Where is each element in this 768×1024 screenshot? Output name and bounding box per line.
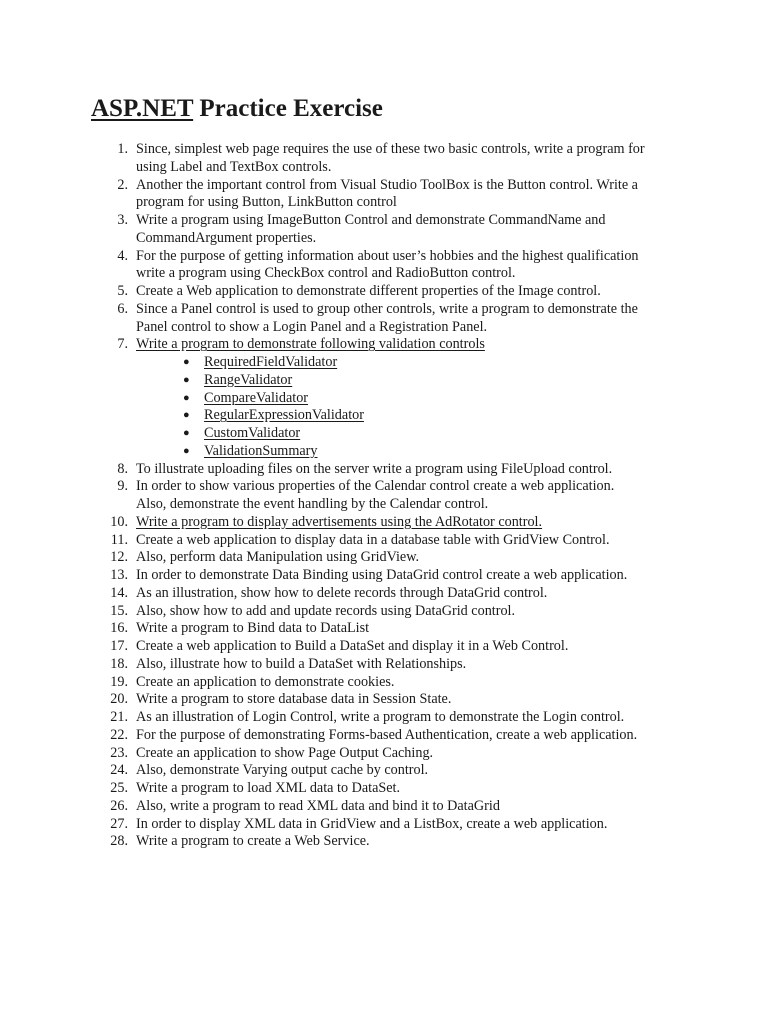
title-rest: Practice Exercise xyxy=(193,95,383,122)
exercise-item xyxy=(0,603,681,621)
exercise-text-line: For the purpose of getting information about user’s hobbies and the highest qualification xyxy=(136,247,639,264)
exercise-number: 7. xyxy=(117,336,128,353)
exercise-number: 2. xyxy=(117,176,128,193)
exercise-text-line: Also, write a program to read XML data and bind it to DataGrid xyxy=(136,797,500,814)
exercise-item xyxy=(0,585,681,603)
exercise-item xyxy=(0,833,681,851)
exercise-text-line: Since, simplest web page requires the use of these two basic controls, write a program for xyxy=(136,141,645,157)
exercise-list xyxy=(0,141,768,851)
exercise-item xyxy=(0,656,681,674)
exercise-item xyxy=(0,709,681,727)
exercise-item xyxy=(0,762,681,780)
exercise-text-line: Create a web application to display data in a database table with GridView Control. xyxy=(136,531,610,548)
exercise-number: 18. xyxy=(110,655,128,672)
exercise-text-line: Write a program using ImageButton Control and demonstrate CommandName and xyxy=(136,212,606,228)
validator-item xyxy=(0,425,681,443)
exercise-text-line: Also, illustrate how to build a DataSet with Relationships. xyxy=(136,655,467,672)
bullet-icon: ● xyxy=(183,391,190,404)
exercise-text-line: Also, show how to add and update records using DataGrid control. xyxy=(136,602,516,619)
exercise-text-line: Write a program to create a Web Service. xyxy=(136,833,370,850)
exercise-number: 5. xyxy=(117,283,128,299)
exercise-text-line: Also, demonstrate Varying output cache by control. xyxy=(136,762,429,779)
exercise-item xyxy=(0,816,681,834)
exercise-text-line: Write a program to display advertisements using the AdRotator control. xyxy=(136,513,543,530)
exercise-text-line: Since a Panel control is used to group other controls, write a program to demonstrate the xyxy=(136,300,638,317)
validator-name: RequiredFieldValidator xyxy=(204,354,338,370)
exercise-text-line: To illustrate uploading files on the server write a program using FileUpload control. xyxy=(136,460,613,477)
exercise-number: 11. xyxy=(110,531,128,548)
exercise-number: 4. xyxy=(117,247,128,264)
exercise-item xyxy=(0,620,681,638)
bullet-icon: ● xyxy=(183,356,190,368)
exercise-text-line: In order to demonstrate Data Binding using DataGrid control create a web application. xyxy=(136,567,628,583)
exercise-number: 19. xyxy=(110,673,128,690)
exercise-text-line: Also, demonstrate the event handling by the Calendar control. xyxy=(136,496,489,512)
exercise-number: 6. xyxy=(117,300,128,317)
exercise-number: 13. xyxy=(110,567,128,583)
exercise-number: 16. xyxy=(110,620,128,637)
validator-name: ValidationSummary xyxy=(204,442,318,459)
exercise-item xyxy=(0,478,681,514)
exercise-item xyxy=(0,567,681,585)
validator-name: RangeValidator xyxy=(204,371,293,388)
exercise-item xyxy=(0,691,681,709)
exercise-item xyxy=(0,248,681,284)
exercise-number: 20. xyxy=(110,691,128,708)
exercise-item xyxy=(0,283,681,301)
exercise-text-line: In order to show various properties of the Calendar control create a web application. xyxy=(136,478,615,495)
exercise-text-line: Another the important control from Visual Studio ToolBox is the Button control. Write a xyxy=(136,176,638,193)
exercise-number: 27. xyxy=(110,815,128,832)
exercise-number: 8. xyxy=(117,460,128,477)
validator-item xyxy=(0,372,681,390)
exercise-text-line: Create an application to show Page Output Caching. xyxy=(136,744,434,761)
validator-name: CustomValidator xyxy=(204,425,301,441)
exercise-text-line: Write a program to Bind data to DataList xyxy=(136,620,370,637)
exercise-item xyxy=(0,177,681,213)
exercise-number: 28. xyxy=(110,833,128,850)
exercise-number: 15. xyxy=(110,602,128,619)
exercise-number: 23. xyxy=(110,744,128,761)
exercise-text-line: Create a Web application to demonstrate different properties of the Image control. xyxy=(136,283,601,299)
exercise-number: 14. xyxy=(110,584,128,601)
exercise-text-line: Create an application to demonstrate cookies. xyxy=(136,673,395,690)
exercise-number: 12. xyxy=(110,549,128,566)
exercise-number: 21. xyxy=(110,709,128,725)
bullet-icon: ● xyxy=(183,409,190,422)
title-aspnet-underlined: ASP.NET xyxy=(91,95,194,122)
exercise-item xyxy=(0,301,681,337)
exercise-item xyxy=(0,798,681,816)
exercise-text-line: Create a web application to Build a DataSet and display it in a Web Control. xyxy=(136,638,569,654)
validator-sublist xyxy=(0,354,681,461)
exercise-item xyxy=(0,727,681,745)
exercise-text-line: CommandArgument properties. xyxy=(136,229,317,246)
exercise-number: 25. xyxy=(110,780,128,796)
bullet-icon: ● xyxy=(183,373,190,386)
exercise-number: 9. xyxy=(117,478,128,495)
exercise-text-line: Panel control to show a Login Panel and a Registration Panel. xyxy=(136,318,488,335)
exercise-number: 24. xyxy=(110,762,128,779)
exercise-number: 3. xyxy=(117,212,128,228)
exercise-number: 10. xyxy=(110,513,128,530)
exercise-text-line: Also, perform data Manipulation using GridView. xyxy=(136,549,420,566)
exercise-text-line: Write a program to load XML data to DataSet. xyxy=(136,780,401,796)
exercise-item xyxy=(0,141,681,177)
validator-item xyxy=(0,443,681,461)
bullet-icon: ● xyxy=(183,427,190,439)
exercise-text-line: write a program using CheckBox control and RadioButton control. xyxy=(136,265,516,282)
exercise-item xyxy=(0,780,681,798)
exercise-item xyxy=(0,745,681,763)
exercise-number: 17. xyxy=(110,638,128,654)
exercise-text-line: using Label and TextBox controls. xyxy=(136,158,332,175)
validator-item xyxy=(0,407,681,425)
exercise-item xyxy=(0,674,681,692)
exercise-item xyxy=(0,514,681,532)
exercise-text-line: As an illustration, show how to delete records through DataGrid control. xyxy=(136,584,548,601)
validator-item xyxy=(0,354,681,372)
page-title xyxy=(91,92,383,126)
exercise-text-line: For the purpose of demonstrating Forms-based Authentication, create a web application. xyxy=(136,726,638,743)
exercise-item xyxy=(0,336,681,460)
exercise-item xyxy=(0,461,681,479)
bullet-icon: ● xyxy=(183,444,190,457)
exercise-item xyxy=(0,638,681,656)
exercise-text-line: Write a program to demonstrate following validation controls xyxy=(136,336,485,353)
exercise-item xyxy=(0,212,681,248)
exercise-text-line: In order to display XML data in GridView and a ListBox, create a web application. xyxy=(136,815,608,832)
validator-name: RegularExpressionValidator xyxy=(204,407,364,424)
exercise-text-line: As an illustration of Login Control, write a program to demonstrate the Login control. xyxy=(136,709,625,725)
validator-item xyxy=(0,390,681,408)
exercise-number: 22. xyxy=(110,726,128,743)
exercise-text-line: program for using Button, LinkButton control xyxy=(136,194,397,211)
exercise-number: 26. xyxy=(110,797,128,814)
exercise-text-line: Write a program to store database data in Session State. xyxy=(136,691,452,708)
exercise-item xyxy=(0,549,681,567)
exercise-item xyxy=(0,532,681,550)
exercise-number: 1. xyxy=(117,141,128,157)
validator-name: CompareValidator xyxy=(204,389,309,406)
